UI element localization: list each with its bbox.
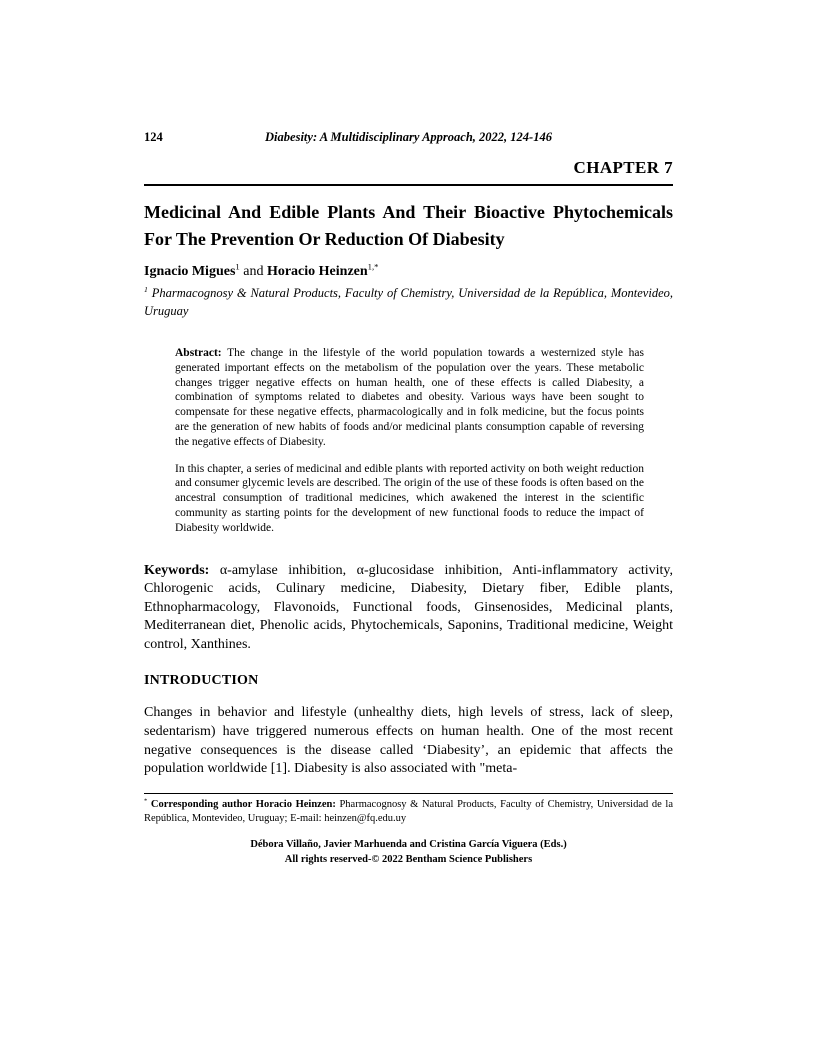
authors-line — [144, 261, 673, 280]
corresponding-author-footnote — [144, 793, 673, 825]
keywords-label: Keywords: — [144, 562, 210, 578]
keywords-block — [144, 562, 673, 655]
footnote-bold-text: Corresponding author Horacio Heinzen: — [150, 799, 336, 811]
rights-line: All rights reserved-© 2022 Bentham Science Publishers — [284, 853, 533, 865]
affiliation-text: Pharmacognosy & Natural Products, Faculty of Chemistry, Universidad de la República, Montevideo, Uruguay — [144, 286, 673, 318]
author-2-affiliation-mark: 1,* — [367, 261, 379, 272]
running-title: Diabesity: A Multidisciplinary Approach, 2022, 124-146 — [265, 130, 552, 144]
footnote-marker: * — [144, 797, 148, 805]
author-2: Horacio Heinzen — [266, 264, 368, 279]
page-content — [144, 130, 673, 867]
author-1: Ignacio Migues — [144, 264, 236, 279]
abstract-block — [175, 346, 644, 536]
affiliation — [144, 285, 673, 320]
author-1-affiliation-mark: 1 — [235, 261, 240, 272]
abstract-paragraph-2 — [175, 462, 644, 536]
section-heading-introduction: INTRODUCTION — [144, 673, 259, 689]
book-footer — [144, 838, 673, 867]
running-head — [144, 130, 673, 146]
footnote-text: Pharmacognosy & Natural Products, Faculty of Chemistry, Universidad de la República, Montevideo, Uruguay; E-mail: heinzen@fq.edu.uy — [144, 799, 674, 824]
authors-connector: and — [239, 264, 267, 279]
chapter-label: CHAPTER 7 — [144, 158, 673, 186]
introduction-paragraph: Changes in behavior and lifestyle (unhealthy diets, high levels of stress, lack of sleep, sedentarism) have triggered numerous effects on human health. One of the most recent negative consequences is the disease called ‘Diabesity’, an epidemic that affects the population worldwide [1]. Diabesity is also associated with "meta- — [144, 705, 673, 777]
editors-line: Débora Villaño, Javier Marhuenda and Cristina García Viguera (Eds.) — [250, 839, 567, 851]
abstract-p1-text: The change in the lifestyle of the world population towards a westernized style has generated important effects on the metabolism of the population over the years. These metabolic changes trigger negative effects on human health, one of these effects is called Diabesity, a combination of symptoms related to diabetes and obesity. Various ways have been sought to compensate for these negative effects, pharmacologically and in folk medicine, but the focus points are the generation of new habits of foods and/or medicinal plants consumption capable of reversing the negative effects of Diabesity. — [175, 347, 644, 448]
chapter-title: Medicinal And Edible Plants And Their Bioactive Phytochemicals For The Prevention Or Reduction Of Diabesity — [144, 202, 673, 249]
abstract-p2-text: In this chapter, a series of medicinal and edible plants with reported activity on both weight reduction and consumer glycemic levels are described. The origin of the use of these foods is often based on the ancestral consumption of traditional medicines, which awakened the interest in the scientific community as starting points for the development of new functional foods to reduce the impact of Diabesity worldwide. — [175, 462, 644, 534]
abstract-paragraph-1 — [175, 346, 644, 450]
keywords-text: α-amylase inhibition, α-glucosidase inhibition, Anti-inflammatory activity, Chlorogenic acids, Culinary medicine, Diabesity, Dietary fiber, Edible plants, Ethnopharmacology, Flavonoids, Functional foods, Ginsenosides, Medicinal plants, Mediterranean diet, Phenolic acids, Phytochemicals, Saponins, Traditional medicine, Weight control, Xanthines. — [144, 562, 674, 652]
page-number: 124 — [144, 130, 163, 144]
affiliation-mark: 1 — [144, 284, 148, 294]
abstract-label: Abstract: — [175, 347, 222, 359]
